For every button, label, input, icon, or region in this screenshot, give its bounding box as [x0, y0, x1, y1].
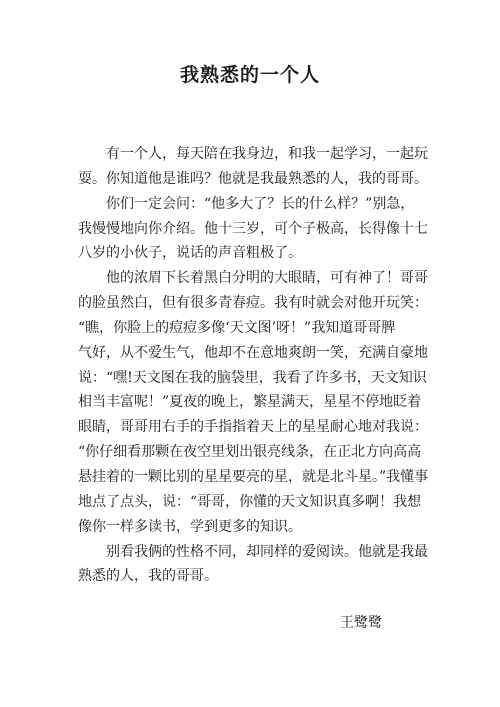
paragraph-line: 他的浓眉下长着黑白分明的大眼睛，可有神了！哥哥 [106, 270, 428, 287]
paragraph-line: 的脸虽然白，但有很多青春痘。我有时就会对他开玩笑： [78, 295, 428, 312]
paragraph-line: 有一个人，每天陪在我身边，和我一起学习，一起玩 [106, 146, 428, 162]
paragraph-line: 别看我俩的性格不同，却同样的爱阅读。他就是我最 [106, 543, 428, 560]
paragraph-line: 耍。你知道他是谁吗？他就是我最熟悉的人，我的哥哥。 [78, 170, 428, 187]
paragraph-line: 八岁的小伙子，说话的声音粗极了。 [78, 245, 302, 262]
paragraph-line: 悬挂着的一颗比别的星星要亮的星，就是北斗星。”我懂事 [78, 468, 429, 485]
paragraph-line: “瞧，你脸上的痘痘多像‘天文图’呀！”我知道哥哥脾 [78, 319, 396, 336]
paragraph-line: 眼睛，哥哥用右手的手指指着天上的星星耐心地对我说： [78, 419, 428, 436]
essay-title: 我熟悉的一个人 [179, 64, 320, 86]
paragraph-line: “你仔细看那颗在夜空里划出银亮线条，在正北方向高高 [78, 444, 422, 461]
author-name: 王鹭鹭 [340, 615, 382, 631]
paragraph-line: 说：“嘿!天文图在我的脑袋里，我看了许多书，天文知识 [78, 369, 427, 386]
essay-body [78, 142, 429, 589]
paragraph-line: 熟悉的人，我的哥哥。 [78, 568, 218, 585]
paragraph-line: 地点了点头，说：“哥哥，你懂的天文知识真多啊！我想 [78, 493, 422, 510]
paragraph-line: 气好，从不爱生气，他却不在意地爽朗一笑，充满自豪地 [78, 344, 428, 361]
paragraph-line: 我慢慢地向你介绍。他十三岁，可个子极高，长得像十七 [78, 220, 428, 237]
paragraph-line: 像你一样多读书，学到更多的知识。 [78, 518, 302, 535]
paragraph-line: 相当丰富呢！”夏夜的晚上，繁星满天，星星不停地眨着 [78, 394, 422, 411]
paragraph-line: 你们一定会问：“他多大了？长的什么样？”别急， [106, 195, 415, 212]
